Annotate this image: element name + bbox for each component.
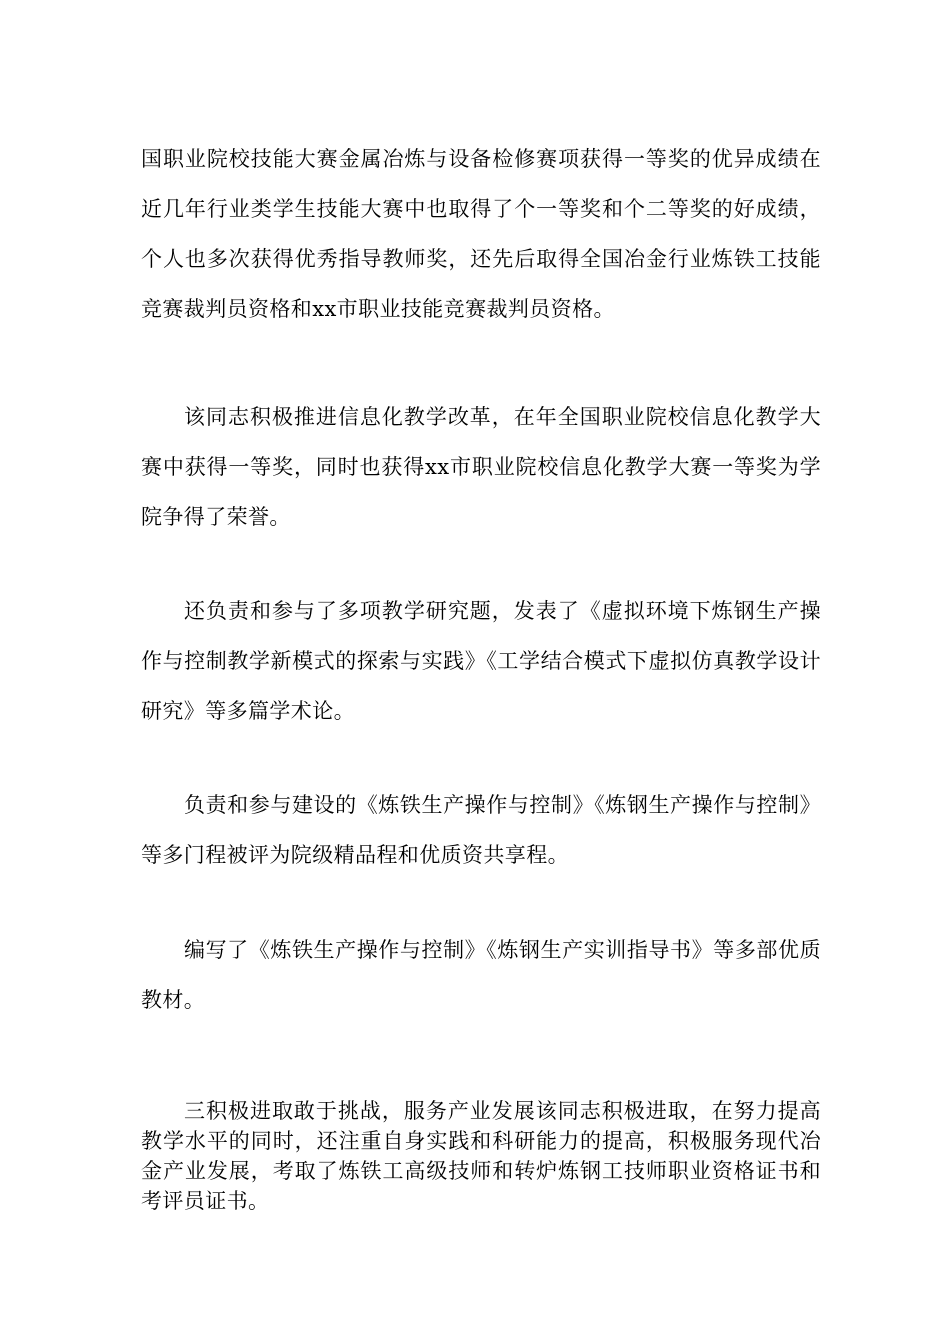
paragraph-2: 该同志积极推进信息化教学改革，在年全国职业院校信息化教学大赛中获得一等奖，同时也获得xx市职业院校信息化教学大赛一等奖为学院争得了荣誉。 [141, 405, 821, 529]
paragraph-4: 负责和参与建设的《炼铁生产操作与控制》《炼钢生产操作与控制》等多门程被评为院级精品程和优质资共享程。 [141, 793, 821, 867]
paragraph-3: 还负责和参与了多项教学研究题，发表了《虚拟环境下炼钢生产操作与控制教学新模式的探索与实践》《工学结合模式下虚拟仿真教学设计研究》等多篇学术论。 [141, 599, 821, 723]
paragraph-6: 三积极进取敢于挑战，服务产业发展该同志积极进取，在努力提高教学水平的同时，还注重自身实践和科研能力的提高，积极服务现代冶金产业发展，考取了炼铁工高级技师和转炉炼钢工技师职业资格证书和考评员证书。 [141, 1099, 821, 1213]
paragraph-5: 编写了《炼铁生产操作与控制》《炼钢生产实训指导书》等多部优质教材。 [141, 938, 821, 1012]
paragraph-1: 国职业院校技能大赛金属冶炼与设备检修赛项获得一等奖的优异成绩在近几年行业类学生技能大赛中也取得了个一等奖和个二等奖的好成绩，个人也多次获得优秀指导教师奖，还先后取得全国冶金行业炼铁工技能竞赛裁判员资格和xx市职业技能竞赛裁判员资格。 [141, 147, 821, 321]
